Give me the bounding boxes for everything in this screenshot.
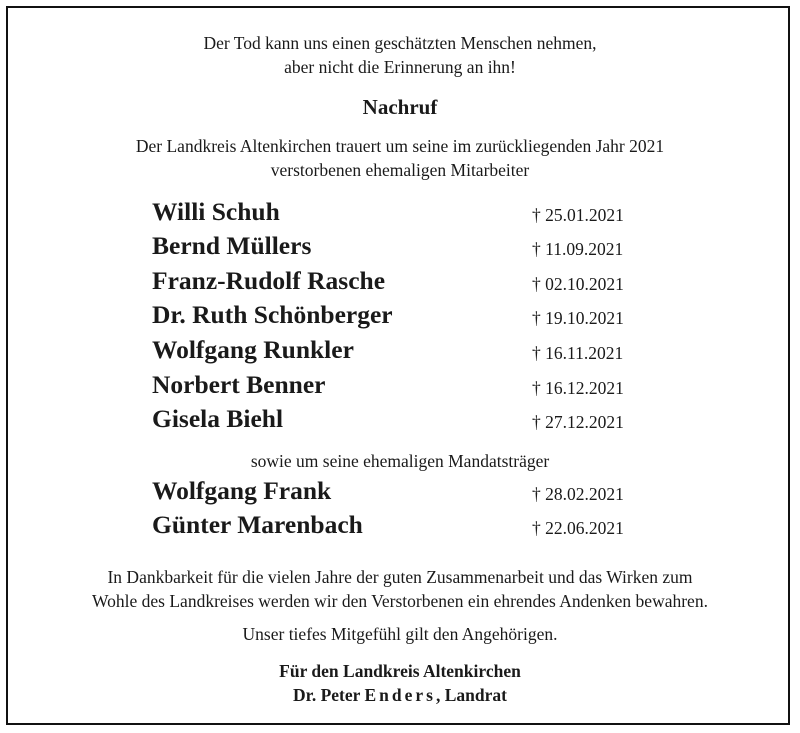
employee-date: † 02.10.2021 (532, 274, 624, 294)
employee-date: † 16.11.2021 (532, 343, 624, 363)
employee-date: † 27.12.2021 (532, 412, 624, 432)
mandate-holder-name: Günter Marenbach (152, 510, 363, 539)
employee-date: † 25.01.2021 (532, 205, 624, 225)
signature-name-prefix: Dr. Peter (293, 685, 361, 705)
signature-role: , Landrat (435, 685, 507, 705)
intro-line-1: Der Landkreis Altenkirchen trauert um seine im zurückliegenden Jahr 2021 (135, 136, 665, 156)
signature-organization: Für den Landkreis Altenkirchen (279, 661, 521, 681)
mandate-intro: sowie um seine ehemaligen Mandatsträger (250, 451, 550, 471)
employee-name: Norbert Benner (152, 370, 326, 399)
mandate-holder-date: † 28.02.2021 (532, 484, 624, 504)
employee-name: Dr. Ruth Schönberger (152, 300, 393, 329)
motto-line-2: aber nicht die Erinnerung an ihn! (284, 57, 516, 77)
employee-name: Willi Schuh (152, 197, 280, 226)
mandate-holder-name: Wolfgang Frank (152, 476, 332, 505)
mandate-holder-date: † 22.06.2021 (532, 518, 624, 538)
intro-line-2: verstorbenen ehemaligen Mitarbeiter (270, 160, 530, 180)
motto-line-1: Der Tod kann uns einen geschätzten Menschen nehmen, (203, 33, 597, 53)
gratitude-line-1: In Dankbarkeit für die vielen Jahre der guten Zusammenarbeit und das Wirken zum (107, 567, 693, 587)
employee-date: † 11.09.2021 (532, 239, 624, 259)
condolence-text: Unser tiefes Mitgefühl gilt den Angehörigen. (242, 624, 558, 644)
employee-date: † 16.12.2021 (532, 378, 624, 398)
signature-line (0, 683, 800, 707)
employee-name: Franz-Rudolf Rasche (152, 266, 386, 295)
employee-name: Bernd Müllers (152, 231, 312, 260)
employee-name: Wolfgang Runkler (152, 335, 354, 364)
obituary-title: Nachruf (362, 95, 438, 119)
employee-date: † 19.10.2021 (532, 308, 624, 328)
signature-surname: Enders (364, 685, 436, 705)
employee-name: Gisela Biehl (152, 404, 284, 433)
gratitude-line-2: Wohle des Landkreises werden wir den Verstorbenen ein ehrendes Andenken bewahren. (92, 591, 708, 611)
